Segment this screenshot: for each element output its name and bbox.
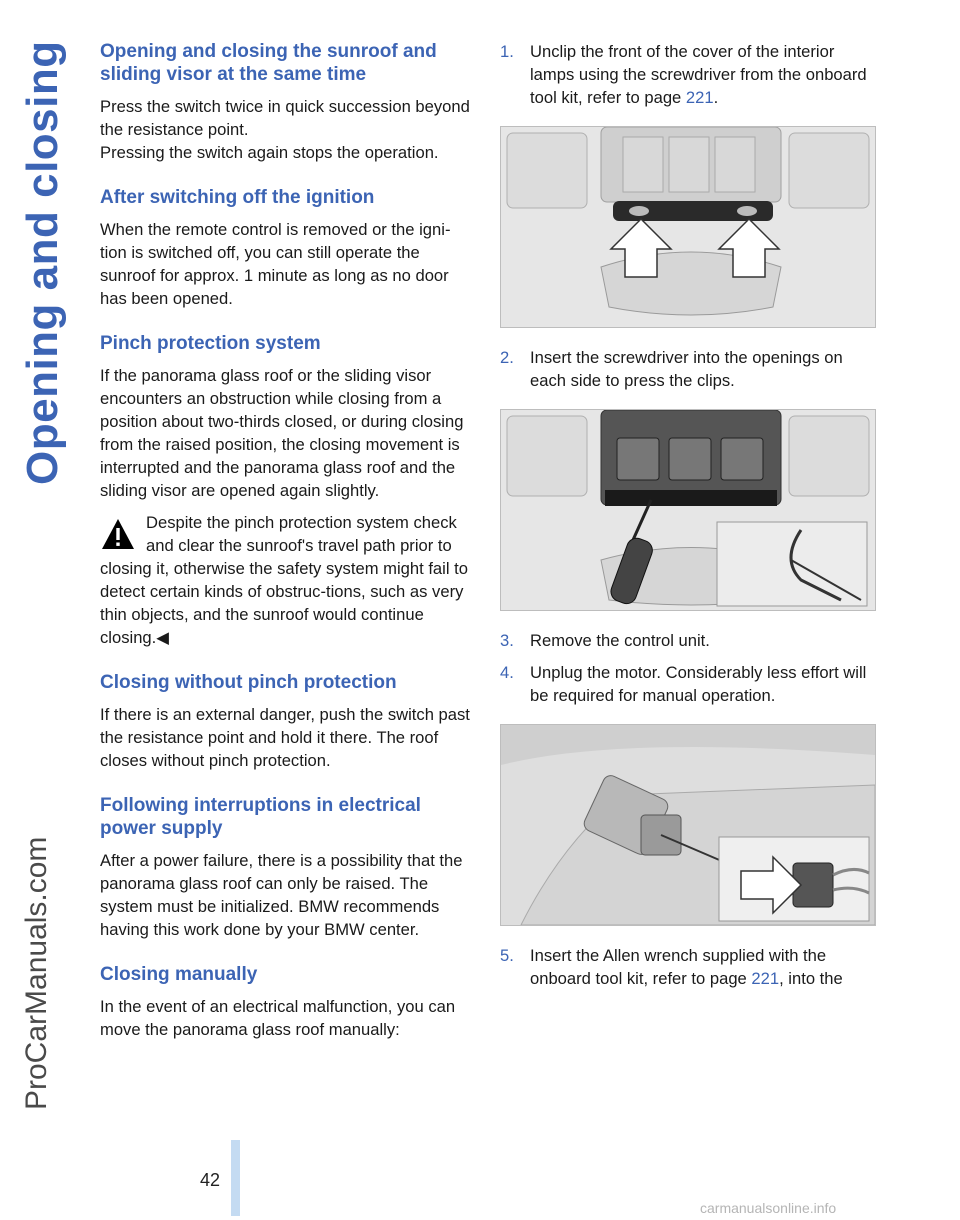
step-text-end: , into the [779,969,843,988]
step-text: Unplug the motor. Considerably less effort will be required for manual operation. [530,663,867,705]
paragraph: Pressing the switch again stops the operation. [100,143,439,162]
step-number: 5. [500,946,514,965]
page-link[interactable]: 221 [751,969,780,988]
warning-triangle-icon [100,517,136,551]
heading-pinch-protection: Pinch protection system [100,333,321,354]
heading-open-close-same-time: Opening and closing the sunroof and sliding visor at the same time [100,41,437,85]
footer-watermark: carmanualsonline.info [700,1200,837,1216]
step-number: 4. [500,663,514,682]
paragraph: Press the switch twice in quick succession beyond the resistance point. [100,97,470,139]
step-5 [500,944,880,990]
page-number: 42 [200,1170,221,1190]
left-column [100,40,470,1041]
heading-closing-without-pinch: Closing without pinch protection [100,672,397,693]
step-text: Insert the Allen wrench supplied with the onboard tool kit, refer to page [530,946,827,988]
step-text-end: . [713,88,719,107]
page-marker-bar [231,1140,240,1216]
side-watermark [20,520,60,1120]
heading-closing-manually: Closing manually [100,964,258,985]
figure-interior-lamp-cover [500,126,876,328]
step-number: 2. [500,348,514,367]
end-mark-icon: ◀ [156,628,170,647]
illustration-screwdriver [501,410,875,610]
warning-text: Despite the pinch protection system check and clear the sunroof's travel path prior to closing it, otherwise the safety system might fail to detect certain kinds of obstruc-tions, such as very thin objects, and the sunroof would continue closing. [100,513,468,647]
illustration-motor [501,725,875,925]
paragraph: In the event of an electrical malfunction, you can move the panorama glass roof manually: [100,997,456,1039]
chapter-side-title [18,40,68,500]
paragraph: After a power failure, there is a possibility that the panorama glass roof can only be raised. The system must be initialized. BMW recommends having this work done by your BMW center. [100,851,463,939]
step-text: Insert the screwdriver into the openings on each side to press the clips. [530,348,843,390]
right-column [500,40,880,990]
watermark-text: ProCarManuals.com [20,836,53,1110]
step-4 [500,661,880,707]
step-text: Unclip the front of the cover of the interior lamps using the screwdriver from the onboard tool kit, refer to page [530,42,867,107]
illustration-lamp-cover [501,127,875,327]
step-number: 3. [500,631,514,650]
heading-after-ignition: After switching off the ignition [100,187,375,208]
chapter-title: Opening and closing [18,40,67,485]
step-number: 1. [500,42,514,61]
heading-power-interruptions: Following interruptions in electrical power supply [100,795,421,839]
warning-block [100,511,470,649]
step-text: Remove the control unit. [530,631,710,650]
figure-unplug-motor [500,724,876,926]
page-link[interactable]: 221 [685,88,714,107]
paragraph: If there is an external danger, push the switch past the resistance point and hold it there. The roof closes without pinch protection. [100,705,470,770]
step-1 [500,40,880,109]
step-2 [500,346,880,392]
figure-screwdriver-clips [500,409,876,611]
step-3 [500,629,880,652]
paragraph: When the remote control is removed or the igni-tion is switched off, you can still operate the sunroof for approx. 1 minute as long as no door has been opened. [100,220,451,308]
paragraph: If the panorama glass roof or the sliding visor encounters an obstruction while closing from a position about two-thirds closed, or during closing from the raised position, the closing movement is interrupted and the panorama glass roof and the sliding visor are opened again slightly. [100,366,464,500]
